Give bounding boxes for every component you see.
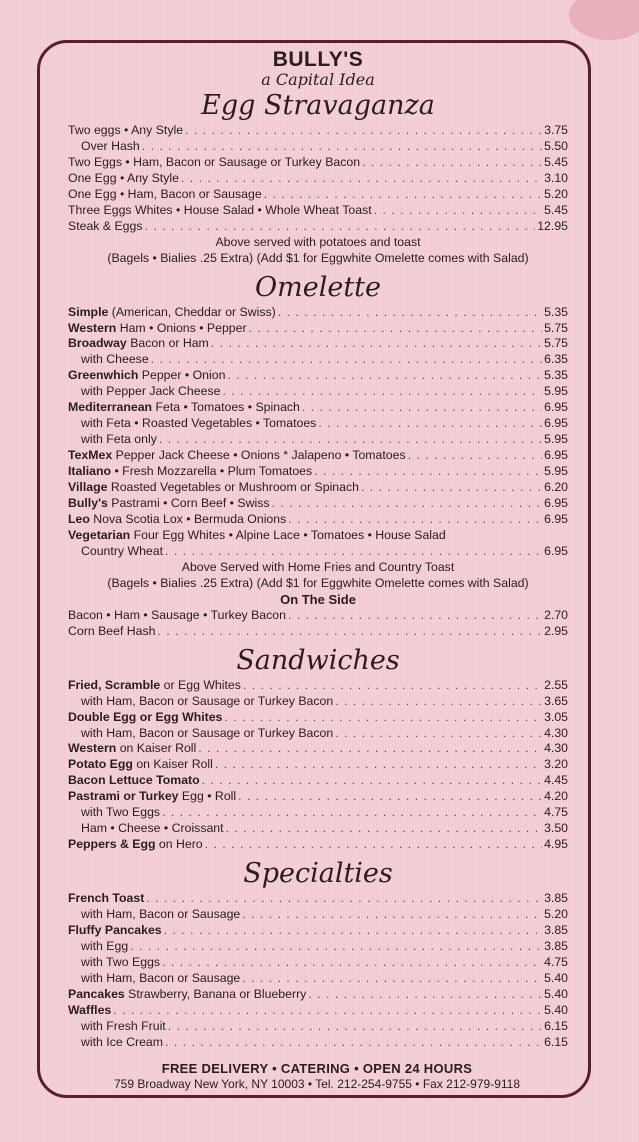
menu-item-label (68, 907, 240, 923)
menu-item-label (68, 955, 160, 971)
menu-item-label (68, 710, 222, 726)
menu-item (68, 1003, 568, 1019)
menu-item (68, 1019, 568, 1035)
menu-item-label (68, 923, 162, 939)
menu-item-name: Western (68, 741, 117, 756)
menu-item-price: 3.20 (544, 757, 568, 772)
menu-item (68, 203, 568, 219)
dot-leader (211, 336, 542, 352)
menu-item-desc: Strawberry, Banana or Blueberry (124, 986, 307, 1001)
menu-item-name: Pastrami or Turkey (68, 789, 179, 804)
dot-leader (164, 923, 542, 939)
menu-item-desc: on Kaiser Roll (116, 741, 197, 756)
dot-leader (168, 1019, 542, 1035)
menu-item-price: 5.50 (544, 138, 568, 153)
egg-note: Above served with potatoes and toast (215, 234, 421, 249)
dot-leader (242, 907, 542, 923)
dot-leader (215, 757, 542, 773)
dot-leader (142, 139, 542, 155)
footer-services: FREE DELIVERY • CATERING • OPEN 24 HOURS (161, 1061, 473, 1076)
menu-item-desc: with Ham, Bacon or Sausage or Turkey Bacon (81, 693, 334, 708)
dot-leader (264, 187, 542, 203)
corner-stain (569, 0, 639, 40)
menu-item-price: 2.70 (544, 607, 568, 622)
section-title-specialties: Specialties (243, 858, 393, 890)
menu-item-price: 6.35 (544, 352, 568, 367)
menu-item-label (68, 321, 247, 337)
menu-item-price: 5.75 (544, 320, 568, 335)
menu-item-label (68, 336, 209, 352)
menu-item-desc: Country Wheat (81, 543, 164, 558)
menu-item-name: Double Egg or Egg Whites (68, 709, 223, 724)
menu-item-name: French Toast (68, 891, 145, 906)
menu-item-price: 5.40 (544, 986, 568, 1001)
dot-leader (408, 448, 542, 464)
menu-item-price: 5.45 (544, 202, 568, 217)
menu-item-price: 12.95 (537, 218, 568, 233)
menu-item-price: 3.85 (544, 923, 568, 938)
dot-leader (145, 219, 536, 235)
menu-item (68, 305, 568, 321)
menu-item-desc: Two Eggs • Ham, Bacon or Sausage or Turkey Bacon (68, 154, 361, 169)
section-title-sandwiches: Sandwiches (236, 644, 400, 676)
dot-leader (374, 203, 542, 219)
sandwich-item-list (68, 678, 568, 853)
menu-item-name: Simple (68, 304, 109, 319)
menu-item-label (68, 171, 179, 187)
menu-item-desc: Three Eggs Whites • House Salad • Whole Wheat Toast (68, 202, 372, 217)
menu-item (68, 432, 568, 448)
menu-item (68, 528, 568, 544)
menu-content (68, 49, 568, 1051)
dot-leader (202, 773, 542, 789)
menu-item-price: 5.35 (544, 368, 568, 383)
menu-item (68, 368, 568, 384)
menu-item-name: Waffles (68, 1002, 112, 1017)
menu-item-label (68, 1035, 163, 1051)
menu-item-price: 6.20 (544, 480, 568, 495)
dot-leader (249, 321, 542, 337)
dot-leader (162, 955, 542, 971)
menu-item-name: Greenwhich (68, 368, 139, 383)
dot-leader (226, 821, 543, 837)
menu-item-desc: with Ham, Bacon or Sausage (81, 907, 241, 922)
dot-leader (288, 608, 542, 624)
menu-item-desc: Nova Scotia Lox • Bermuda Onions (89, 511, 287, 526)
menu-item-desc: (American, Cheddar or Swiss) (108, 304, 276, 319)
menu-item (68, 939, 568, 955)
menu-item-name: Pancakes (68, 986, 125, 1001)
dot-leader (302, 400, 542, 416)
dot-leader (130, 939, 542, 955)
menu-item-label (68, 496, 270, 512)
dot-leader (362, 155, 542, 171)
menu-item-label (68, 155, 360, 171)
menu-item-desc: with Two Eggs (81, 805, 161, 820)
menu-item (68, 139, 568, 155)
menu-item-price: 2.95 (544, 623, 568, 638)
menu-item-desc: Ham • Cheese • Croissant (81, 821, 224, 836)
menu-item-name: Bacon Lettuce Tomato (68, 773, 200, 788)
menu-item-price: 5.95 (544, 464, 568, 479)
menu-item-label (68, 400, 300, 416)
menu-item (68, 321, 568, 337)
menu-item-desc: with Ham, Bacon or Sausage (81, 970, 241, 985)
menu-item-label (68, 187, 262, 203)
dot-leader (361, 480, 542, 496)
menu-item-label (68, 821, 224, 837)
menu-item (68, 155, 568, 171)
menu-item-label (68, 544, 163, 560)
dot-leader (151, 352, 542, 368)
omelette-note: Above Served with Home Fries and Country Toast (181, 559, 455, 574)
menu-item-desc: Ham • Onions • Pepper (116, 320, 247, 335)
menu-item-price: 6.95 (544, 448, 568, 463)
menu-item-label (68, 741, 196, 757)
menu-item-desc: with Pepper Jack Cheese (81, 384, 221, 399)
menu-item (68, 726, 568, 742)
menu-item (68, 624, 568, 640)
menu-item-label (68, 939, 128, 955)
menu-item (68, 805, 568, 821)
menu-item-price: 3.10 (544, 170, 568, 185)
menu-item-label (68, 384, 220, 400)
menu-item-desc: Pepper • Onion (138, 368, 226, 383)
menu-item-price: 3.75 (544, 123, 568, 137)
menu-item-price: 5.20 (544, 907, 568, 922)
menu-item-name: Mediterranean (68, 400, 153, 415)
menu-item-desc: Bacon • Ham • Sausage • Turkey Bacon (68, 607, 286, 622)
dot-leader (113, 1003, 542, 1019)
menu-item-price: 6.15 (544, 1034, 568, 1049)
menu-item-label (68, 726, 333, 742)
menu-item (68, 608, 568, 624)
menu-item (68, 336, 568, 352)
menu-item-label (68, 480, 359, 496)
section-title-omelette: Omelette (254, 271, 381, 303)
menu-item-desc: One Egg • Any Style (68, 170, 179, 185)
menu-item-desc: with Ham, Bacon or Sausage or Turkey Bacon (81, 725, 334, 740)
menu-item-price: 3.50 (544, 821, 568, 836)
menu-item-desc: or Egg Whites (160, 677, 241, 692)
menu-item-label (68, 139, 140, 155)
menu-item (68, 837, 568, 853)
side-title: On The Side (280, 591, 356, 607)
menu-item (68, 955, 568, 971)
menu-item (68, 891, 568, 907)
brand-tagline: a Capital Idea (261, 70, 375, 89)
menu-item-price: 5.20 (544, 186, 568, 201)
menu-item-price: 3.85 (544, 938, 568, 953)
dot-leader (335, 694, 542, 710)
menu-item (68, 757, 568, 773)
menu-item-desc: on Hero (155, 837, 203, 852)
menu-item-desc: Over Hash (81, 138, 140, 153)
menu-item (68, 496, 568, 512)
menu-item-name: Peppers & Egg (68, 837, 156, 852)
menu-item-price: 5.75 (544, 336, 568, 351)
menu-item-label (68, 678, 241, 694)
menu-item-desc: with Feta only (81, 432, 157, 447)
menu-item-label (68, 773, 200, 789)
menu-item-label (68, 512, 286, 528)
menu-item-desc: with Fresh Fruit (81, 1018, 166, 1033)
menu-item (68, 352, 568, 368)
menu-item-price: 5.35 (544, 304, 568, 319)
menu-item (68, 400, 568, 416)
dot-leader (158, 624, 543, 640)
menu-item-label (68, 368, 225, 384)
menu-item-label (68, 416, 316, 432)
dot-leader (243, 678, 542, 694)
menu-item-price: 6.15 (544, 1018, 568, 1033)
dot-leader (165, 1035, 542, 1051)
menu-item-desc: Corn Beef Hash (68, 623, 156, 638)
dot-leader (198, 741, 542, 757)
menu-item-name: Vegetarian (68, 527, 131, 542)
menu-item-label (68, 448, 406, 464)
section-title-egg: Egg Stravaganza (201, 90, 435, 121)
menu-item-price: 6.95 (544, 400, 568, 415)
dot-leader (242, 971, 542, 987)
menu-item-name: Fluffy Pancakes (68, 923, 162, 938)
menu-item-label (68, 805, 160, 821)
menu-item-label (68, 432, 157, 448)
menu-item-name: Fried, Scramble (68, 677, 161, 692)
omelette-note-extra: (Bagels • Bialies .25 Extra) (Add $1 for Eggwhite Omelette comes with Salad) (107, 575, 529, 590)
menu-item-label (68, 219, 143, 235)
menu-item (68, 694, 568, 710)
omelette-item-list (68, 305, 568, 560)
dot-leader (205, 837, 542, 853)
dot-leader (181, 171, 542, 187)
dot-leader (222, 384, 542, 400)
menu-item (68, 678, 568, 694)
menu-item-label (68, 608, 286, 624)
dot-leader (314, 464, 542, 480)
menu-item-label (68, 528, 446, 544)
menu-item (68, 741, 568, 757)
menu-footer (40, 1061, 594, 1092)
egg-item-list (68, 123, 568, 235)
menu-item-desc: on Kaiser Roll (132, 757, 213, 772)
dot-leader (318, 416, 542, 432)
menu-item-label (68, 352, 149, 368)
menu-item-price: 5.45 (544, 154, 568, 169)
menu-item-desc: Steak & Eggs (68, 218, 143, 233)
menu-item-label (68, 694, 333, 710)
menu-item-price: 4.30 (544, 741, 568, 756)
menu-item-desc: Egg • Roll (178, 789, 237, 804)
menu-item-desc: Bacon or Ham (126, 336, 209, 351)
menu-item (68, 187, 568, 203)
menu-item (68, 821, 568, 837)
menu-item-price: 4.75 (544, 954, 568, 969)
menu-item (68, 1035, 568, 1051)
dot-leader (162, 805, 542, 821)
menu-item-desc: Roasted Vegetables or Mushroom or Spinach (107, 480, 359, 495)
menu-item-name: Potato Egg (68, 757, 133, 772)
dot-leader (335, 726, 542, 742)
brand-name: BULLY'S (272, 48, 364, 71)
menu-item-price: 3.65 (544, 693, 568, 708)
dot-leader (165, 544, 542, 560)
menu-item-price: 4.75 (544, 805, 568, 820)
menu-item-label (68, 305, 276, 321)
menu-item (68, 512, 568, 528)
menu-item-desc: with Two Eggs (81, 954, 161, 969)
menu-item-desc: • Fresh Mozzarella • Plum Tomatoes (111, 464, 313, 479)
menu-item-desc: Pastrami • Corn Beef • Swiss (107, 496, 270, 511)
menu-item (68, 544, 568, 560)
dot-leader (159, 432, 542, 448)
menu-item (68, 710, 568, 726)
dot-leader (146, 891, 542, 907)
menu-item-label (68, 789, 236, 805)
menu-item (68, 416, 568, 432)
menu-item-label (68, 891, 144, 907)
menu-item-desc: Pepper Jack Cheese • Onions * Jalapeno • Tomatoes (112, 448, 406, 463)
menu-item-name: Village (68, 480, 108, 495)
dot-leader (278, 305, 542, 321)
menu-item-price: 4.95 (544, 837, 568, 852)
menu-item (68, 987, 568, 1003)
menu-item-desc: with Ice Cream (81, 1034, 164, 1049)
dot-leader (227, 368, 542, 384)
menu-item-label (68, 837, 203, 853)
menu-item-label (68, 1003, 111, 1019)
menu-item-name: Bully's (68, 496, 108, 511)
menu-item-label (68, 624, 156, 640)
menu-item-name: Leo (68, 511, 90, 526)
menu-item (68, 789, 568, 805)
menu-item-desc: One Egg • Ham, Bacon or Sausage (68, 186, 262, 201)
specialty-item-list (68, 891, 568, 1051)
menu-item (68, 971, 568, 987)
menu-item-price: 3.85 (544, 891, 568, 906)
menu-item-name: Broadway (68, 336, 127, 351)
menu-item-label (68, 987, 306, 1003)
menu-item-name: Italiano (68, 464, 112, 479)
menu-item (68, 480, 568, 496)
menu-item (68, 448, 568, 464)
side-item-list (68, 608, 568, 640)
menu-item-desc: Four Egg Whites • Alpine Lace • Tomatoes • House Salad (130, 527, 446, 542)
menu-item (68, 123, 568, 139)
menu-item-price: 6.95 (544, 416, 568, 431)
menu-item-desc: with Cheese (81, 352, 149, 367)
menu-item-label (68, 123, 183, 139)
menu-frame (37, 40, 591, 1098)
menu-item-desc: Feta • Tomatoes • Spinach (152, 400, 300, 415)
menu-item-price: 6.95 (544, 543, 568, 558)
dot-leader (308, 987, 542, 1003)
menu-item-price: 4.30 (544, 725, 568, 740)
menu-item-price: 5.40 (544, 1002, 568, 1017)
menu-item (68, 923, 568, 939)
dot-leader (272, 496, 543, 512)
menu-item-price: 4.45 (544, 773, 568, 788)
menu-item-name: Western (68, 320, 117, 335)
menu-item-desc: with Feta • Roasted Vegetables • Tomatoes (81, 416, 317, 431)
menu-item (68, 384, 568, 400)
menu-item (68, 219, 568, 235)
menu-item-price: 6.95 (544, 496, 568, 511)
menu-header (68, 49, 568, 89)
dot-leader (185, 123, 542, 139)
menu-item-label (68, 464, 312, 480)
menu-item-desc: with Egg (81, 938, 129, 953)
menu-item-price: 5.95 (544, 384, 568, 399)
egg-note-extra: (Bagels • Bialies .25 Extra) (Add $1 for Eggwhite Omelette comes with Salad) (107, 250, 529, 265)
menu-item-price: 6.95 (544, 511, 568, 526)
menu-item-price: 5.40 (544, 970, 568, 985)
menu-item (68, 773, 568, 789)
menu-item-label (68, 1019, 166, 1035)
dot-leader (288, 512, 542, 528)
menu-item-name: TexMex (68, 448, 113, 463)
menu-item (68, 171, 568, 187)
footer-address: 759 Broadway New York, NY 10003 • Tel. 212-254-9755 • Fax 212-979-9118 (113, 1077, 520, 1091)
menu-item-label (68, 757, 213, 773)
menu-item-price: 3.05 (544, 709, 568, 724)
menu-item-price: 2.55 (544, 677, 568, 692)
dot-leader (224, 710, 542, 726)
menu-item-desc: Two eggs • Any Style (68, 123, 184, 137)
menu-item-price: 5.95 (544, 432, 568, 447)
menu-item-price: 4.20 (544, 789, 568, 804)
menu-item (68, 907, 568, 923)
menu-item (68, 464, 568, 480)
menu-item-label (68, 203, 372, 219)
menu-item-label (68, 971, 240, 987)
dot-leader (238, 789, 542, 805)
